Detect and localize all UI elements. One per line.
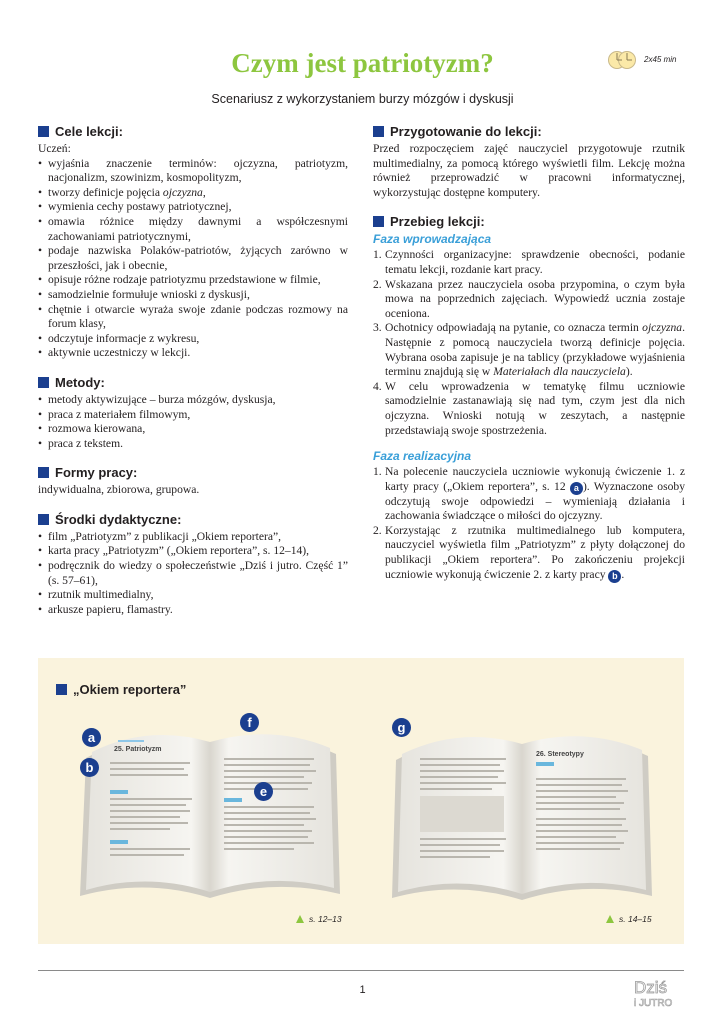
badge-b-icon: b	[608, 570, 621, 583]
callout-g-icon: g	[392, 718, 411, 737]
metody-list	[38, 393, 348, 451]
section-heading-cele	[38, 124, 348, 139]
section-title: „Okiem reportera”	[73, 682, 187, 697]
list-item: • podaje nazwiska Polaków-patriotów, żyjących zarówno w przeszłości, jak i obecnie,	[38, 244, 348, 273]
przygotowanie-text: Przed rozpoczęciem zajęć nauczyciel przygotowuje rzutnik multimedialny, za pomocą którego wyświetli film. Lekcję można również przeprowadzić w pracowni informatycznej, wykorzystując dostępne komputery.	[373, 142, 685, 199]
page-number: 1	[359, 984, 366, 996]
section-heading-przygotowanie	[373, 124, 685, 139]
badge-a-icon: a	[570, 482, 583, 495]
list-item: 2. Korzystając z rzutnika multimedialnego lub komputera, nauczyciel wyświetla film „Patriotyzm” z płyty dołączonej do publikacji „Okiem reportera”. Po zakończeniu projekcji uczniowie wykonują ćwiczenie 2. z karty pracy b .	[373, 523, 685, 581]
svg-text:Dziś: Dziś	[634, 978, 668, 997]
list-item: • samodzielnie formułuje wnioski z dyskusji,	[38, 288, 348, 303]
cele-list	[38, 157, 348, 361]
page-ref-right: s. 14–15	[606, 914, 652, 924]
page-ref-left: s. 12–13	[296, 914, 342, 924]
phase-title: Faza wprowadzająca	[373, 232, 492, 247]
section-title: Środki dydaktyczne:	[55, 511, 182, 527]
page-title: Czym jest patriotyzm?	[231, 48, 494, 78]
list-item: • praca z materiałem filmowym,	[38, 408, 348, 423]
list-item: 1. Czynności organizacyjne: sprawdzenie obecności, podanie tematu lekcji, rozdanie kart pracy.	[373, 248, 685, 276]
dzis-i-jutro-logo	[632, 976, 686, 1010]
section-square-icon	[38, 377, 49, 388]
callout-f-icon: f	[240, 713, 259, 732]
section-square-icon	[38, 126, 49, 137]
list-item: • arkusze papieru, flamastry.	[38, 603, 348, 618]
section-title: Przebieg lekcji:	[390, 214, 485, 230]
section-title: Przygotowanie do lekcji:	[390, 124, 542, 139]
list-item: • chętnie i otwarcie wyraża swoje zdanie podczas rozmowy na forum klasy,	[38, 303, 348, 332]
triangle-icon	[296, 915, 304, 923]
list-item: 1. Na polecenie nauczyciela uczniowie wykonują ćwiczenie 1. z karty pracy („Okiem reportera”, s. 12 a ). Wyznaczone osoby odczytują swoje odpowiedzi – wymieniają działania i zachowania świadczące o miłości do ojczyzny.	[373, 465, 685, 523]
section-square-icon	[373, 126, 384, 137]
section-square-icon	[38, 514, 49, 525]
book-illustration-right	[386, 718, 658, 908]
section-square-icon	[56, 684, 67, 695]
section-heading-srodki	[38, 512, 348, 527]
right-column	[373, 124, 685, 583]
list-item: • film „Patriotyzm” z publikacji „Okiem reportera”,	[38, 530, 348, 545]
book-title-right: 26. Stereotypy	[536, 751, 584, 758]
phase1-list	[373, 248, 685, 438]
footer-divider	[38, 970, 684, 971]
section-title: Formy pracy:	[55, 465, 138, 481]
section-title: Cele lekcji:	[55, 124, 123, 139]
left-column	[38, 124, 348, 617]
book-illustration-left	[74, 718, 346, 908]
list-item: • podręcznik do wiedzy o społeczeństwie „Dziś i jutro. Część 1” (s. 57–61),	[38, 559, 348, 588]
callout-e-icon: e	[254, 782, 273, 801]
list-item: • karta pracy „Patriotyzm” („Okiem reportera”, s. 12–14),	[38, 544, 348, 559]
list-item: • wymienia cechy postawy patriotycznej,	[38, 200, 348, 215]
list-item: • rzutnik multimedialny,	[38, 588, 348, 603]
svg-text:i JUTRO: i JUTRO	[634, 998, 673, 1009]
list-item: • rozmowa kierowana,	[38, 422, 348, 437]
list-item: • metody aktywizujące – burza mózgów, dyskusja,	[38, 393, 348, 408]
page-subtitle: Scenariusz z wykorzystaniem burzy mózgów i dyskusji	[211, 92, 514, 106]
section-heading-metody	[38, 375, 348, 390]
section-square-icon	[373, 216, 384, 227]
cele-intro: Uczeń:	[38, 142, 71, 155]
list-item: • omawia różnice między dawnymi a współczesnymi zachowaniami patriotycznymi,	[38, 215, 348, 244]
list-item: 3. Ochotnicy odpowiadają na pytanie, co oznacza termin ojczyzna. Następnie z pomocą nauczyciela tworzą definicje pojęcia. Wybrana osoba zapisuje je na tablicy (przykładowe wyjaśnienia terminu znajdują się w Materiałach dla nauczyciela).	[373, 321, 685, 379]
formy-text: indywidualna, zbiorowa, grupowa.	[38, 483, 200, 497]
list-item: • aktywnie uczestniczy w lekcji.	[38, 346, 348, 361]
book-title-left: 25. Patriotyzm	[114, 746, 162, 753]
duration-indicator	[606, 50, 686, 70]
section-heading-formy	[38, 465, 348, 480]
list-item: • wyjaśnia znaczenie terminów: ojczyzna, patriotyzm, nacjonalizm, szowinizm, kosmopolityzm,	[38, 157, 348, 186]
list-item: 4. W celu wprowadzenia w tematykę filmu uczniowie samodzielnie zastanawiają się nad tym, czym jest dla nich ojczyzna. Wnioski notują w zeszytach, a następnie przedstawiają swoje spostrzeżenia.	[373, 379, 685, 437]
duration-label: 2x45 min	[644, 55, 677, 64]
publication-panel	[38, 658, 684, 944]
list-item: 2. Wskazana przez nauczyciela osoba przypomina, o czym była mowa na poprzednich zajęciach. Wypowiedź ucznia zostaje oceniona.	[373, 277, 685, 320]
callout-b-icon: b	[80, 758, 99, 777]
section-heading-przebieg	[373, 214, 685, 229]
panel-heading	[56, 682, 186, 697]
list-item: • opisuje różne rodzaje patriotyzmu przedstawione w filmie,	[38, 273, 348, 288]
callout-a-icon: a	[82, 728, 101, 747]
section-title: Metody:	[55, 374, 105, 390]
clock-icon	[606, 50, 638, 70]
list-item: • odczytuje informacje z wykresu,	[38, 332, 348, 347]
phase2-list	[373, 465, 685, 583]
triangle-icon	[606, 915, 614, 923]
phase-title: Faza realizacyjna	[373, 449, 472, 464]
section-square-icon	[38, 467, 49, 478]
list-item: • tworzy definicje pojęcia ojczyzna,	[38, 186, 348, 201]
srodki-list	[38, 530, 348, 618]
list-item: • praca z tekstem.	[38, 437, 348, 452]
